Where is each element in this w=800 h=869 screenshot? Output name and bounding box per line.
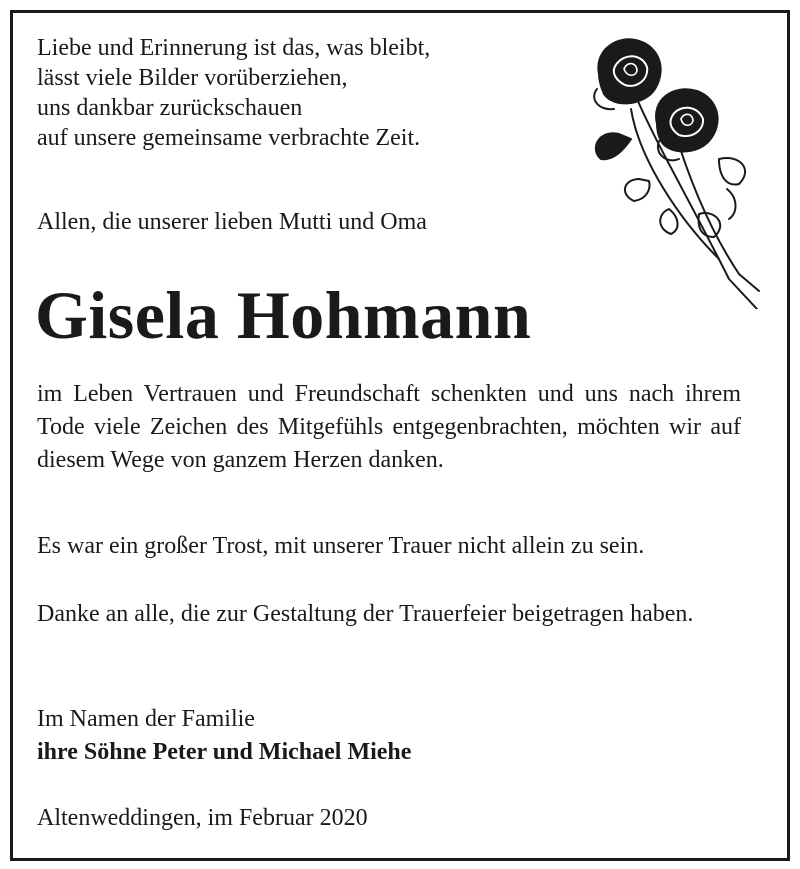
dedication-intro: Allen, die unserer lieben Mutti und Oma <box>37 209 427 235</box>
poem-line: Liebe und Erinnerung ist das, was bleibt, <box>37 35 431 61</box>
funeral-thanks-paragraph: Danke an alle, die zur Gestaltung der Trauerfeier beigetragen haben. <box>37 601 694 627</box>
signature <box>37 703 411 769</box>
signature-line: Im Namen der Familie <box>37 706 255 732</box>
poem-line: lässt viele Bilder vorüberziehen, <box>37 65 348 91</box>
deceased-name: Gisela Hohmann <box>35 277 532 353</box>
obituary-card <box>10 10 790 861</box>
poem <box>37 33 430 153</box>
comfort-paragraph: Es war ein großer Trost, mit unserer Trauer nicht allein zu sein. <box>37 533 645 559</box>
poem-line: auf unsere gemeinsame verbrachte Zeit. <box>37 125 421 151</box>
signature-names: ihre Söhne Peter und Michael Miehe <box>37 739 412 765</box>
place-date: Altenweddingen, im Februar 2020 <box>37 805 368 831</box>
roses-illustration-icon <box>579 29 769 309</box>
thanks-paragraph: im Leben Vertrauen und Freundschaft schenkten und uns nach ihrem Tode viele Zeichen des Mitgefühls entgegenbrachten, möchten wir auf diesem Wege von ganzem Herzen danken. <box>37 381 741 473</box>
poem-line: uns dankbar zurückschauen <box>37 95 303 121</box>
